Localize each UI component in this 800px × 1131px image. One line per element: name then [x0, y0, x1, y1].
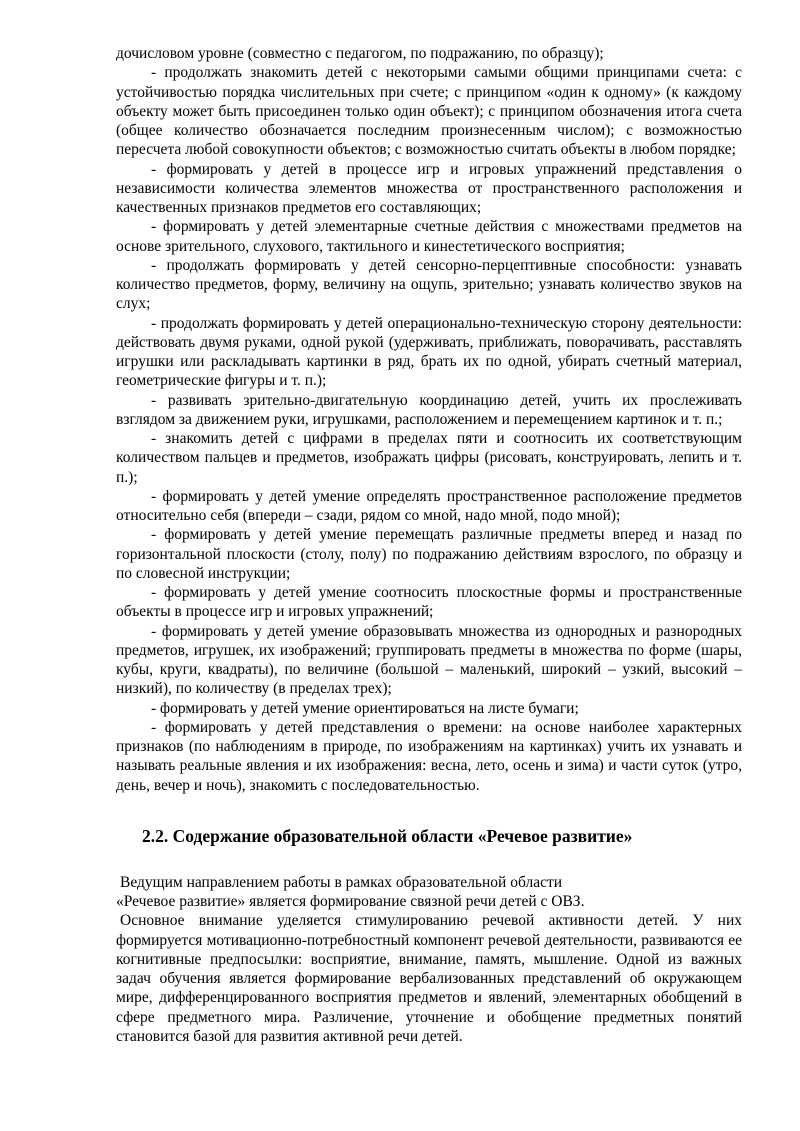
list-item-time: - формировать у детей представления о времени: на основе наиболее характерных признаков (по наблюдениям в природе, по изображениям на картинках) учить их узнавать и называть реальные явления и их изображения: весна, лето, осень и зима) и части суток (утро, день, вечер и ночь), знакомить с последовательностью. — [116, 718, 742, 794]
list-item-spatial-position: - формировать у детей умение определять пространственное расположение предметов относительно себя (впереди – сзади, рядом со мной, надо мной, подо мной); — [116, 487, 742, 524]
section-intro-line-2: «Речевое развитие» является формирование связной речи детей с ОВЗ. — [116, 893, 585, 910]
list-item-counting-actions: - формировать у детей элементарные счетные действия с множествами предметов на основе зрительного, слухового, тактильного и кинестетического восприятия; — [116, 218, 742, 255]
list-item-digits: - знакомить детей с цифрами в пределах пяти и соотносить их соответствующим количеством пальцев и предметов, изображать цифры (рисовать, конструировать, лепить и т. п.); — [116, 430, 742, 486]
list-item-shapes: - формировать у детей умение соотносить плоскостные формы и пространственные объекты в процессе игр и игровых упражнений; — [116, 584, 742, 621]
list-item-moving-objects: - формировать у детей умение перемещать различные предметы вперед и назад по горизонтальной плоскости (столу, полу) по подражанию действиям взрослого, по образцу и по словесной инструкции; — [116, 526, 742, 582]
list-item-paper-orientation: - формировать у детей умение ориентироваться на листе бумаги; — [151, 699, 579, 717]
list-item-visual-motor: - развивать зрительно-двигательную координацию детей, учить их прослеживать взглядом за движением руки, игрушками, расположением и перемещением картинок и т. п.; — [116, 391, 742, 428]
section-intro-line-1: Ведущим направлением работы в рамках образовательной области — [120, 873, 563, 891]
section-body-paragraph: Основное внимание уделяется стимулированию речевой активности детей. У них формируется мотивационно-потребностный компонент речевой деятельности, развиваются ее когнитивные предпосылки: восприятие, внимание, память, мышление. Одной из важных задач обучения является формирование вербализованных представлений об окружающем мире, дифференцированного восприятия предметов и явлений, элементарных обобщений в сфере предметного мира. Различение, уточнение и обобщение предметных понятий становится базой для развития активной речи детей. — [116, 912, 742, 1045]
list-item-sensory-abilities: - продолжать формировать у детей сенсорно-перцептивные способности: узнавать количество предметов, форму, величину на ощупь, зрительно; узнавать количество звуков на слух; — [116, 256, 742, 313]
paragraph-continuation: дочисловом уровне (совместно с педагогом, по подражанию, по образцу); — [116, 45, 604, 62]
list-item-sets: - формировать у детей умение образовывать множества из однородных и разнородных предметов, игрушек, их изображений; группировать предметы в множества по форме (шары, кубы, круги, квадраты), по величине (большой – маленький, широкий – узкий, высокий – низкий), по количеству (в пределах трех); — [116, 622, 742, 698]
list-item-quantity-independence: - формировать у детей в процессе игр и игровых упражнений представления о независимости количества элементов множества от пространственного расположения и качественных признаков предметов его составляющих; — [116, 160, 742, 216]
section-heading: 2.2. Содержание образовательной области «Речевое развитие» — [142, 825, 633, 846]
list-item-operational-skills: - продолжать формировать у детей операционально-техническую сторону деятельности: действовать двумя руками, одной рукой (удерживать, приближать, поворачивать, расставлять игрушки или раскладывать картинки в ряд, брать их по одной, убирать счетный материал, геометрические фигуры и т. п.); — [116, 314, 742, 390]
document-page — [116, 44, 742, 1046]
list-item-counting-principles: - продолжать знакомить детей с некоторыми самыми общими принципами счета: с устойчивостью порядка числительных при счете; с принципом «один к одному» (к каждому объекту может быть присоединен только один объект); с принципом обозначения итога счета (общее количество обозначается последним произнесенным числом); с возможностью пересчета любой совокупности объектов; с возможностью считать объекты в любом порядке; — [116, 64, 742, 159]
